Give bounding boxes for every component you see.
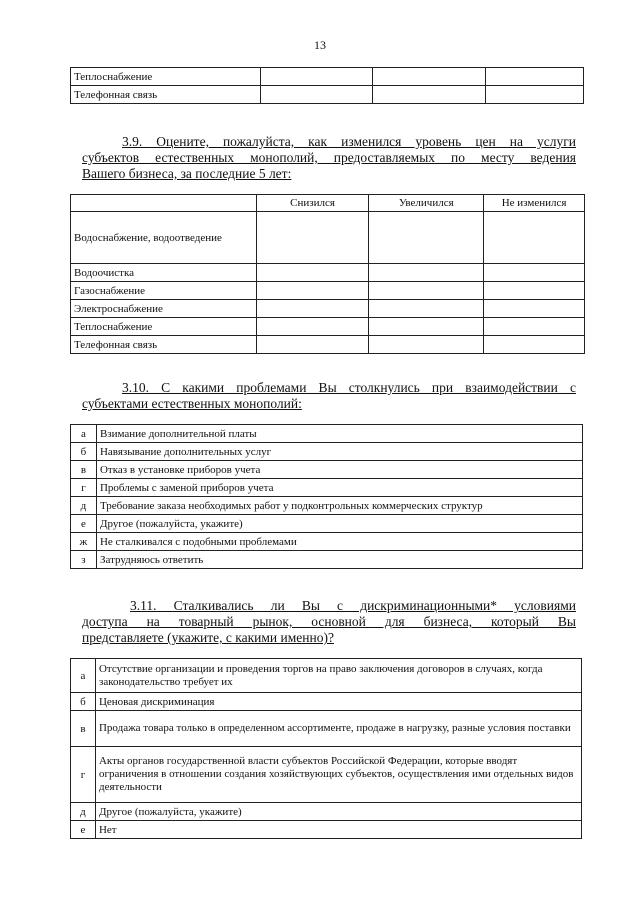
- option-letter: в: [71, 711, 96, 747]
- answer-cell[interactable]: [256, 264, 369, 282]
- option-text: Другое (пожалуйста, укажите): [96, 515, 582, 533]
- answer-cell[interactable]: [484, 300, 585, 318]
- row-label: Водоснабжение, водоотведение: [71, 212, 257, 264]
- title-line: доступа на товарный рынок, основной для бизнеса, который Вы: [82, 614, 576, 629]
- top-table: [70, 67, 584, 104]
- row-label: Газоснабжение: [71, 282, 257, 300]
- table-row: [71, 336, 585, 354]
- option-row[interactable]: [71, 497, 583, 515]
- table-row: [71, 318, 585, 336]
- option-letter: а: [71, 425, 97, 443]
- option-row[interactable]: [71, 515, 583, 533]
- option-text: Отсутствие организации и проведения торгов на право заключения договоров в случаях, когда законодательство требует их: [95, 659, 581, 693]
- option-text: Отказ в установке приборов учета: [96, 461, 582, 479]
- column-header: Увеличился: [369, 195, 484, 212]
- header-empty: [71, 195, 257, 212]
- answer-cell[interactable]: [369, 212, 484, 264]
- table-row: [71, 212, 585, 264]
- title-line: 3.10. С какими проблемами Вы столкнулись при взаимодействии с: [122, 380, 576, 395]
- question-3-11-table: [70, 658, 582, 839]
- title-line: субъектов естественных монополий, предоставляемых по месту ведения: [82, 150, 576, 165]
- option-row[interactable]: [71, 443, 583, 461]
- option-row[interactable]: [71, 479, 583, 497]
- row-label: Электроснабжение: [71, 300, 257, 318]
- answer-cell[interactable]: [373, 86, 486, 104]
- option-row[interactable]: [71, 461, 583, 479]
- answer-cell[interactable]: [260, 68, 373, 86]
- answer-cell[interactable]: [486, 68, 584, 86]
- option-text: Взимание дополнительной платы: [96, 425, 582, 443]
- option-text: Ценовая дискриминация: [95, 693, 581, 711]
- option-text: Продажа товара только в определенном ассортименте, продаже в нагрузку, разные условия поставки: [95, 711, 581, 747]
- option-letter: б: [71, 443, 97, 461]
- option-letter: а: [71, 659, 96, 693]
- option-letter: е: [71, 515, 97, 533]
- answer-cell[interactable]: [256, 318, 369, 336]
- table-row: [71, 86, 584, 104]
- table-row: [71, 264, 585, 282]
- option-text: Проблемы с заменой приборов учета: [96, 479, 582, 497]
- option-row[interactable]: [71, 821, 582, 839]
- option-text: Нет: [95, 821, 581, 839]
- table-row: [71, 68, 584, 86]
- option-letter: е: [71, 821, 96, 839]
- answer-cell[interactable]: [369, 282, 484, 300]
- question-3-10-table: [70, 424, 583, 569]
- option-letter: д: [71, 497, 97, 515]
- row-label: Телефонная связь: [71, 86, 261, 104]
- option-row[interactable]: [71, 659, 582, 693]
- row-label: Водоочистка: [71, 264, 257, 282]
- option-letter: з: [71, 551, 97, 569]
- answer-cell[interactable]: [484, 264, 585, 282]
- answer-cell[interactable]: [256, 336, 369, 354]
- table-row: [71, 300, 585, 318]
- option-text: Не сталкивался с подобными проблемами: [96, 533, 582, 551]
- answer-cell[interactable]: [369, 336, 484, 354]
- option-letter: ж: [71, 533, 97, 551]
- answer-cell[interactable]: [369, 318, 484, 336]
- answer-cell[interactable]: [484, 336, 585, 354]
- answer-cell[interactable]: [484, 212, 585, 264]
- option-row[interactable]: [71, 551, 583, 569]
- answer-cell[interactable]: [256, 212, 369, 264]
- title-line: Вашего бизнеса, за последние 5 лет:: [82, 166, 292, 181]
- answer-cell[interactable]: [260, 86, 373, 104]
- question-3-10-title: [82, 380, 576, 412]
- answer-cell[interactable]: [484, 282, 585, 300]
- question-3-9-title: [82, 134, 576, 182]
- table-header-row: [71, 195, 585, 212]
- option-text: Акты органов государственной власти субъектов Российской Федерации, которые вводят ограничения в отношении создания хозяйствующих субъектов, осуществления ими отдельных видов деятельности: [95, 747, 581, 803]
- column-header: Не изменился: [484, 195, 585, 212]
- page-number: 13: [314, 38, 326, 52]
- option-text: Затрудняюсь ответить: [96, 551, 582, 569]
- option-text: Требование заказа необходимых работ у подконтрольных коммерческих структур: [96, 497, 582, 515]
- option-letter: г: [71, 479, 97, 497]
- option-row[interactable]: [71, 425, 583, 443]
- option-row[interactable]: [71, 693, 582, 711]
- option-row[interactable]: [71, 747, 582, 803]
- answer-cell[interactable]: [256, 282, 369, 300]
- option-letter: г: [71, 747, 96, 803]
- option-text: Другое (пожалуйста, укажите): [95, 803, 581, 821]
- table-row: [71, 282, 585, 300]
- option-row[interactable]: [71, 711, 582, 747]
- row-label: Теплоснабжение: [71, 68, 261, 86]
- option-text: Навязывание дополнительных услуг: [96, 443, 582, 461]
- title-line: представляете (укажите, с какими именно)?: [82, 630, 334, 645]
- answer-cell[interactable]: [486, 86, 584, 104]
- answer-cell[interactable]: [373, 68, 486, 86]
- option-letter: д: [71, 803, 96, 821]
- question-3-9-table: [70, 194, 585, 354]
- row-label: Телефонная связь: [71, 336, 257, 354]
- answer-cell[interactable]: [369, 300, 484, 318]
- answer-cell[interactable]: [484, 318, 585, 336]
- row-label: Теплоснабжение: [71, 318, 257, 336]
- title-line: 3.11. Сталкивались ли Вы с дискриминационными* условиями: [130, 598, 576, 613]
- column-header: Снизился: [256, 195, 369, 212]
- option-row[interactable]: [71, 533, 583, 551]
- answer-cell[interactable]: [369, 264, 484, 282]
- title-line: субъектами естественных монополий:: [82, 396, 302, 411]
- answer-cell[interactable]: [256, 300, 369, 318]
- title-line: 3.9. Оцените, пожалуйста, как изменился уровень цен на услуги: [122, 134, 576, 149]
- question-3-11-title: [82, 598, 576, 646]
- option-row[interactable]: [71, 803, 582, 821]
- option-letter: в: [71, 461, 97, 479]
- option-letter: б: [71, 693, 96, 711]
